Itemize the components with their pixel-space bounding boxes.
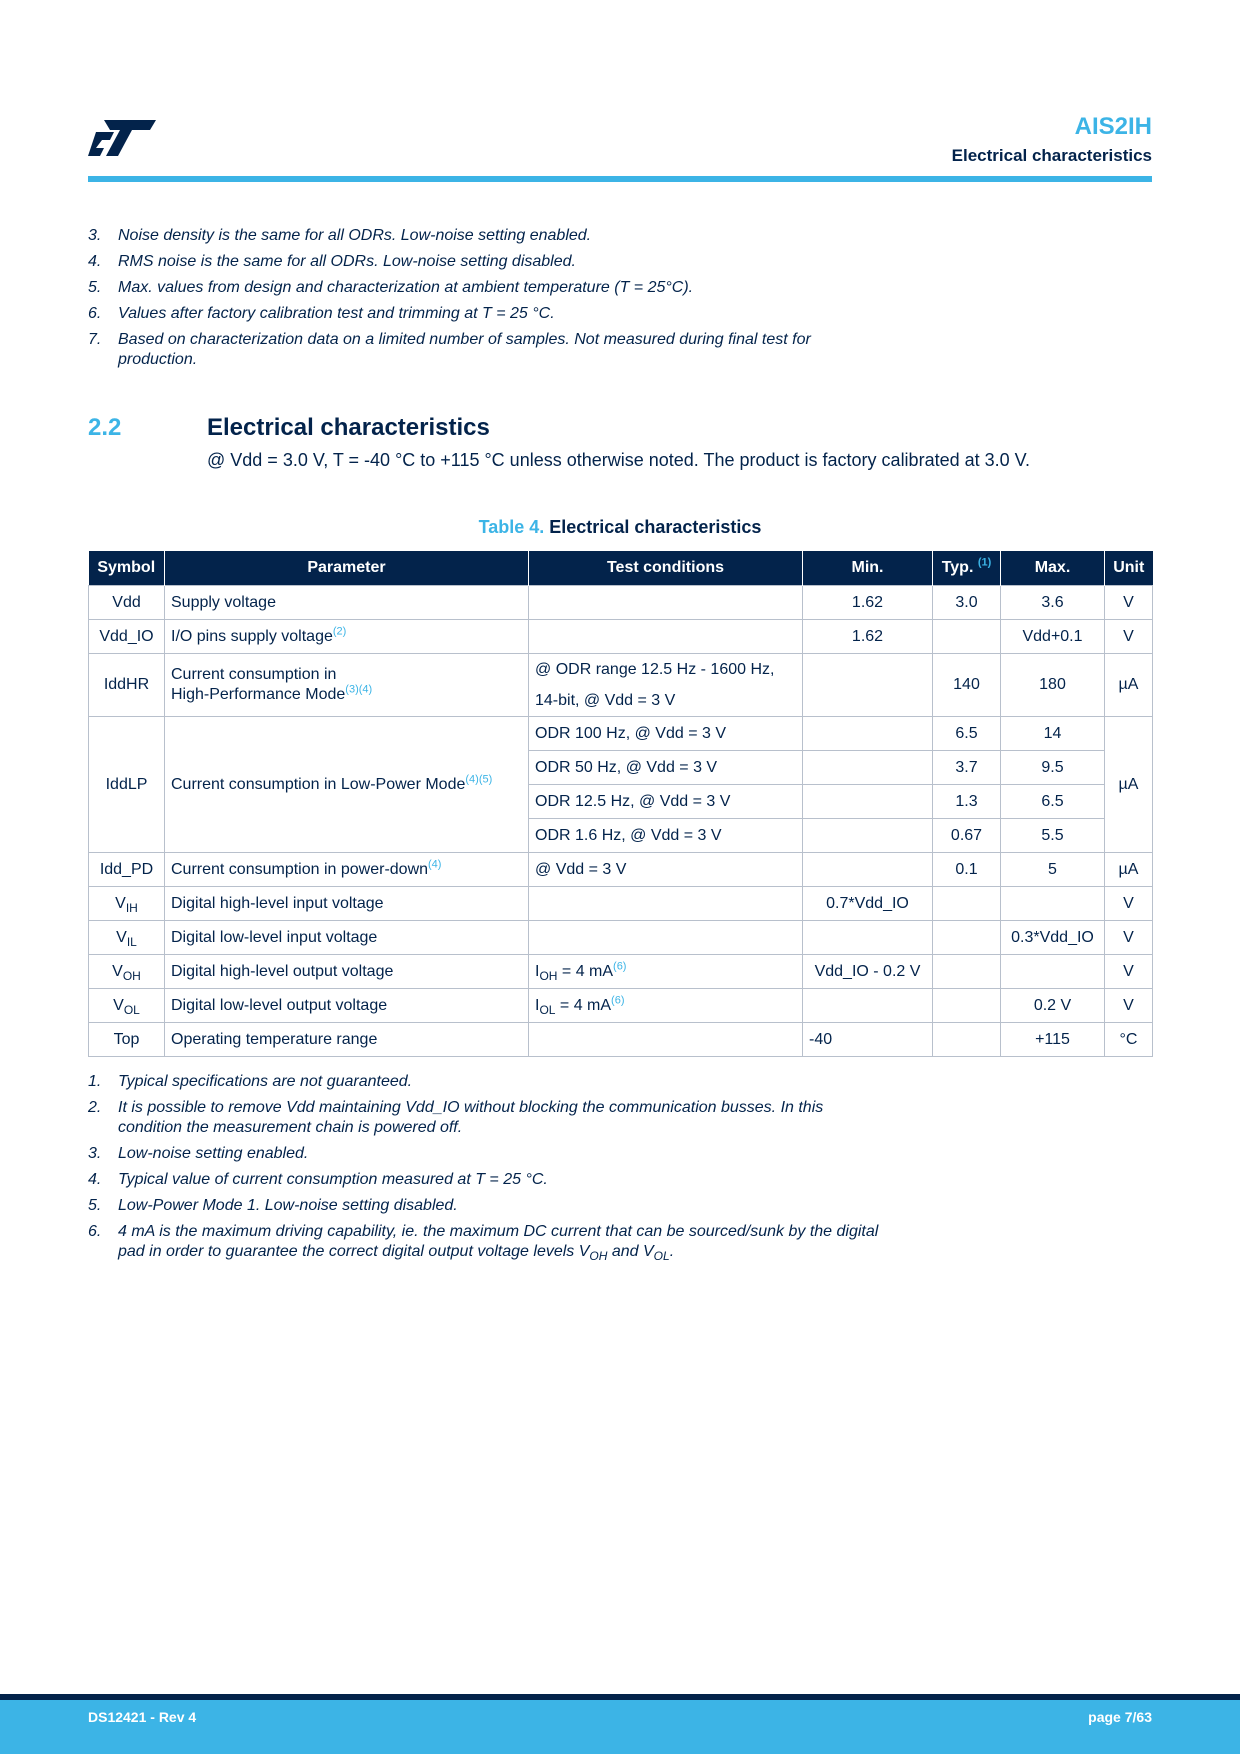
cell-parameter: Digital low-level input voltage [165,921,529,955]
cell-min [803,751,933,785]
footnote-ref: (3) [345,683,359,696]
cell-symbol: IddHR [89,654,165,717]
cell-unit: µA [1105,853,1153,887]
cell-conditions: @ ODR range 12.5 Hz - 1600 Hz, 14-bit, @ Vdd = 3 V [529,654,803,717]
footnote-ref: (4) [465,773,479,786]
cell-conditions: @ Vdd = 3 V [529,853,803,887]
cell-max: 6.5 [1001,785,1105,819]
cell-max: Vdd+0.1 [1001,620,1105,654]
col-parameter: Parameter [165,551,529,586]
cell-parameter: Supply voltage [165,586,529,620]
section-title: Electrical characteristics [207,414,490,441]
electrical-characteristics-table [88,551,1153,1057]
footnote-ref: (1) [977,556,992,569]
cell-typ [933,1023,1001,1057]
table-title: Electrical characteristics [549,517,762,537]
cell-typ: 1.3 [933,785,1001,819]
cell-conditions: ODR 50 Hz, @ Vdd = 3 V [529,751,803,785]
cell-conditions [529,887,803,921]
cell-symbol: $V_{OL}$ [89,989,165,1023]
cell-parameter: Current consumption in Low-Power Mode$^{(4)(5)}$ [165,717,529,853]
cell-parameter: Digital high-level input voltage [165,887,529,921]
cell-max: 0.3*Vdd_IO [1001,921,1105,955]
cell-conditions: $I_{OL} = 4$ mA$^{(6)}$ [529,989,803,1023]
footnote-ref: (5) [478,773,493,786]
col-min: Min. [803,551,933,586]
cell-symbol: Top [89,1023,165,1057]
note-item: 6. 4 mA is the maximum driving capability, ie. the maximum DC current that can be sourced/sunk by the digital pad in order to guarantee the correct digital output voltage levels $V_{OH}$ and $V_{OL}$. [88,1223,879,1264]
cell-parameter: I/O pins supply voltage$^{(2)}$ [165,620,529,654]
cell-symbol: Vdd_IO [89,620,165,654]
cell-typ [933,887,1001,921]
cell-parameter: Digital high-level output voltage [165,955,529,989]
footnote-ref: (6) [613,960,627,973]
cell-typ: 140 [933,654,1001,717]
table-caption [88,517,1152,538]
cell-min [803,989,933,1023]
cell-max: 9.5 [1001,751,1105,785]
cell-symbol: $V_{IL}$ [89,921,165,955]
col-unit: Unit [1105,551,1153,586]
cell-max: 14 [1001,717,1105,751]
cell-symbol: Vdd [89,586,165,620]
cell-conditions: $I_{OH} = 4$ mA$^{(6)}$ [529,955,803,989]
cell-min: 1.62 [803,620,933,654]
cell-min: 0.7*Vdd_IO [803,887,933,921]
note-item: 1. Typical specifications are not guaranteed. [88,1073,413,1090]
cell-typ [933,620,1001,654]
col-max: Max. [1001,551,1105,586]
cell-min [803,717,933,751]
cell-conditions [529,1023,803,1057]
cell-min [803,785,933,819]
cell-max: +115 [1001,1023,1105,1057]
cell-typ: 3.0 [933,586,1001,620]
cell-max [1001,955,1105,989]
table-header-row [89,551,1153,586]
cell-max: 3.6 [1001,586,1105,620]
cell-parameter: Current consumption in power-down$^{(4)}$ [165,853,529,887]
note-item: 3. Low-noise setting enabled. [88,1145,309,1162]
table-row [89,586,1153,620]
cell-conditions: ODR 1.6 Hz, @ Vdd = 3 V [529,819,803,853]
cell-typ: 6.5 [933,717,1001,751]
footer-doc-id: DS12421 - Rev 4 [88,1709,197,1725]
cell-conditions [529,620,803,654]
table-row [89,989,1153,1023]
table-row [89,717,1153,751]
note-item: 5. Max. values from design and characterization at ambient temperature (T = 25°C). [88,279,694,296]
cell-unit: V [1105,921,1153,955]
cell-min: -40 [803,1023,933,1057]
header-rule [88,176,1152,182]
document-title: AIS2IH [1074,113,1152,140]
table-row [89,1023,1153,1057]
cell-min: Vdd_IO - 0.2 V [803,955,933,989]
footnote-ref: (2) [332,625,347,638]
cell-min [803,819,933,853]
table-row [89,620,1153,654]
cell-typ: 0.67 [933,819,1001,853]
note-item: 3. Noise density is the same for all ODRs. Low-noise setting enabled. [88,227,592,244]
table-row [89,921,1153,955]
section-number: 2.2 [88,414,122,441]
cell-min [803,654,933,717]
cell-typ [933,921,1001,955]
header-section-title: Electrical characteristics [951,146,1152,165]
cell-max [1001,887,1105,921]
cell-symbol: $V_{OH}$ [89,955,165,989]
cell-unit: µA [1105,654,1153,717]
cell-parameter: Current consumption in High-Performance Mode$^{(3)(4)}$ [165,654,529,717]
cell-max: 5 [1001,853,1105,887]
table-row [89,887,1153,921]
cell-unit: V [1105,620,1153,654]
cell-unit: µA [1105,717,1153,853]
cell-unit: V [1105,989,1153,1023]
cell-symbol: IddLP [89,717,165,853]
col-typ: Typ. $^{(1)}$ [933,551,1001,586]
footer-page-number: page 7/63 [1088,1709,1152,1725]
cell-unit: V [1105,887,1153,921]
cell-min: 1.62 [803,586,933,620]
footnote-ref: (4) [358,683,373,696]
footnote-ref: (4) [428,858,442,871]
cell-max: 0.2 V [1001,989,1105,1023]
cell-typ [933,989,1001,1023]
note-item: 2. It is possible to remove Vdd maintaining Vdd_IO without blocking the communication busses. In this condition the measurement chain is powered off. [88,1099,824,1136]
table-row [89,955,1153,989]
cell-typ: 0.1 [933,853,1001,887]
top-notes-list [88,226,988,376]
note-item: 6. Values after factory calibration test and trimming at T = 25 °C. [88,305,555,322]
table-label: Table 4. [478,517,545,537]
cell-parameter: Operating temperature range [165,1023,529,1057]
cell-conditions [529,921,803,955]
cell-conditions [529,586,803,620]
col-test-conditions: Test conditions [529,551,803,586]
cell-conditions: ODR 100 Hz, @ Vdd = 3 V [529,717,803,751]
table-footnotes-list [88,1072,988,1268]
cell-min [803,921,933,955]
cell-max: 5.5 [1001,819,1105,853]
cell-symbol: Idd_PD [89,853,165,887]
cell-unit: V [1105,955,1153,989]
st-logo-icon [88,118,158,158]
section-intro: @ Vdd = 3.0 V, T = -40 °C to +115 °C unless otherwise noted. The product is factory calibrated at 3.0 V. [207,450,1030,470]
note-item: 4. RMS noise is the same for all ODRs. Low-noise setting disabled. [88,253,576,270]
note-item: 5. Low-Power Mode 1. Low-noise setting disabled. [88,1197,458,1214]
cell-typ: 3.7 [933,751,1001,785]
cell-unit: V [1105,586,1153,620]
col-symbol: Symbol [89,551,165,586]
note-item: 7. Based on characterization data on a limited number of samples. Not measured during final test for production. [88,331,811,368]
table-row [89,853,1153,887]
cell-typ [933,955,1001,989]
table-row [89,654,1153,717]
cell-unit: °C [1105,1023,1153,1057]
cell-max: 180 [1001,654,1105,717]
footnote-ref: (6) [611,994,625,1007]
cell-parameter: Digital low-level output voltage [165,989,529,1023]
cell-conditions: ODR 12.5 Hz, @ Vdd = 3 V [529,785,803,819]
note-item: 4. Typical value of current consumption measured at T = 25 °C. [88,1171,548,1188]
cell-min [803,853,933,887]
cell-symbol: $V_{IH}$ [89,887,165,921]
